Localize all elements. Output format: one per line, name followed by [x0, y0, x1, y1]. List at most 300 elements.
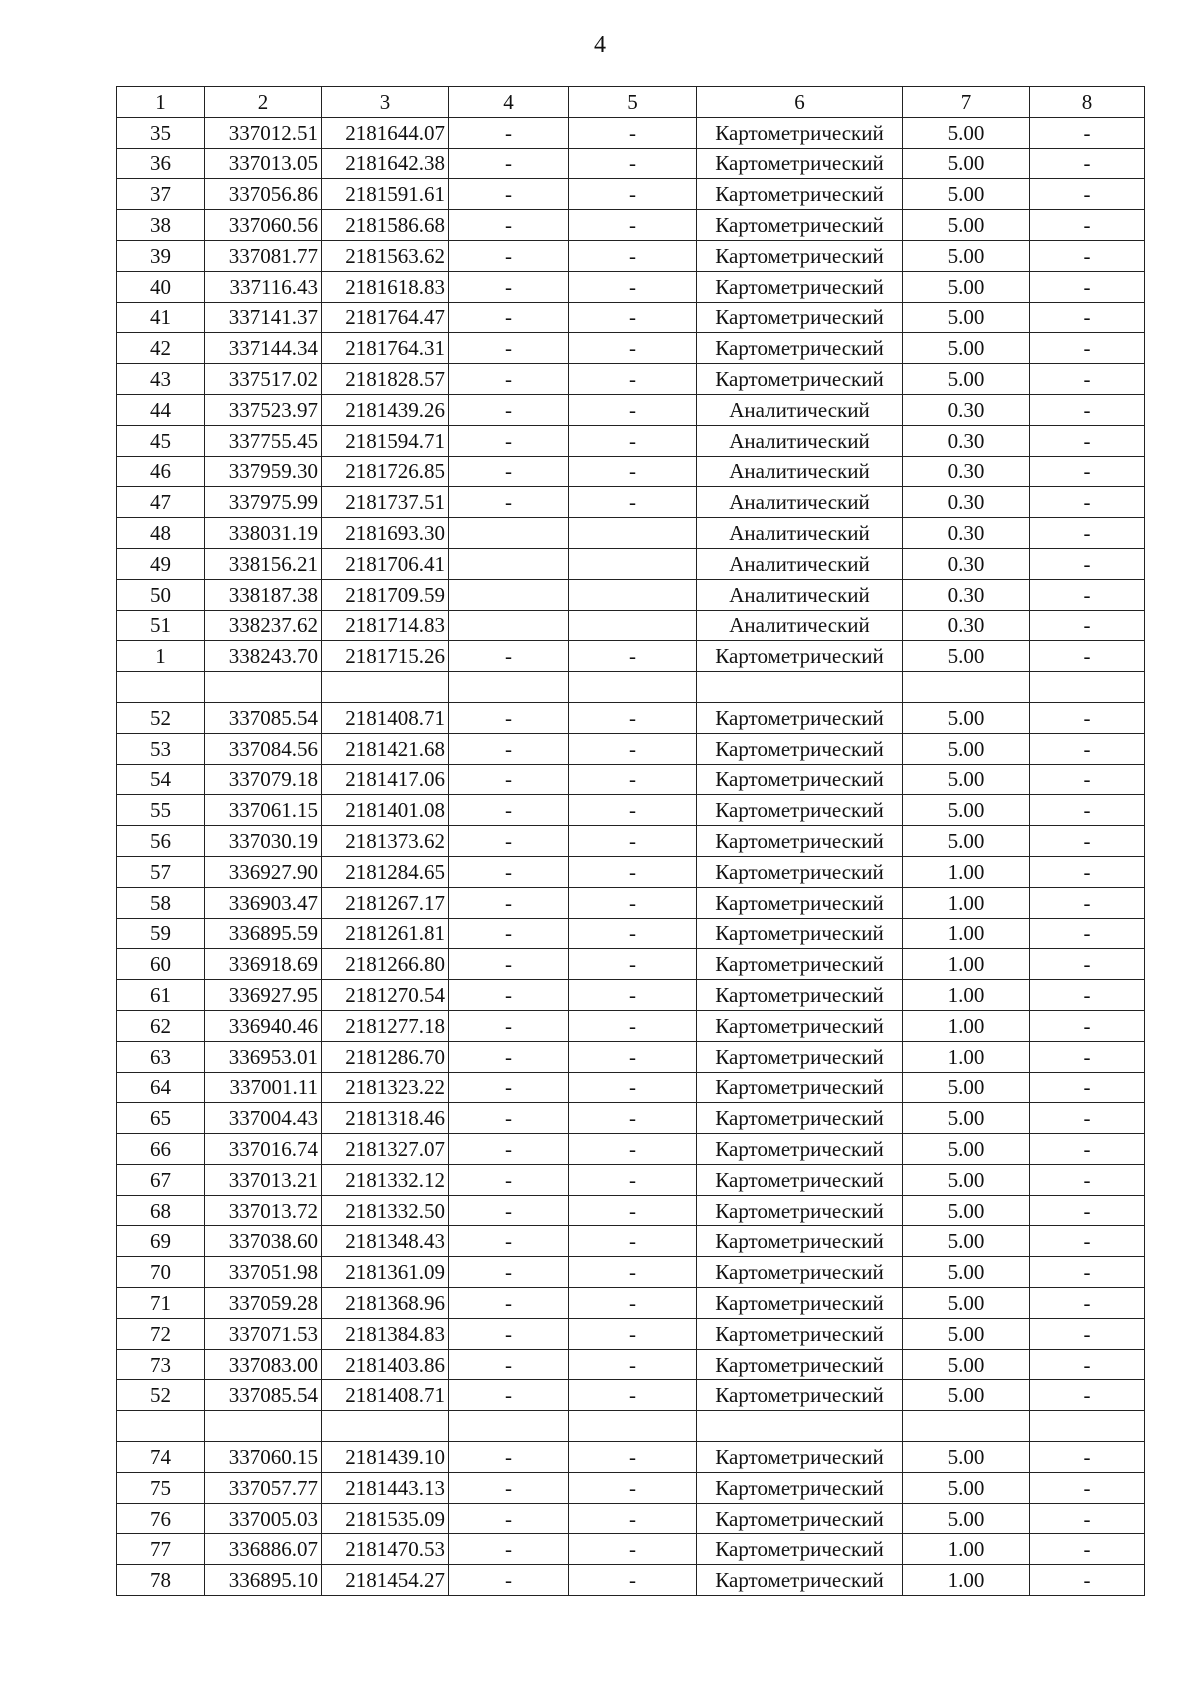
table-cell: 337144.34: [205, 333, 322, 364]
table-cell: -: [569, 1134, 697, 1165]
table-cell: -: [569, 733, 697, 764]
table-cell: 2181764.31: [322, 333, 449, 364]
table-row: [117, 733, 1145, 764]
table-cell: 59: [117, 918, 205, 949]
table-cell: -: [449, 1164, 569, 1195]
table-cell: -: [1030, 1442, 1145, 1473]
table-cell: 5.00: [903, 179, 1030, 210]
coordinates-table: [116, 86, 1145, 1596]
table-cell: -: [569, 856, 697, 887]
table-cell: 37: [117, 179, 205, 210]
table-cell: 42: [117, 333, 205, 364]
table-cell: [903, 1411, 1030, 1442]
table-cell: 5.00: [903, 117, 1030, 148]
table-cell: 38: [117, 210, 205, 241]
table-row: [117, 610, 1145, 641]
table-cell: [449, 1411, 569, 1442]
table-cell: 1.00: [903, 1534, 1030, 1565]
table-cell: 78: [117, 1565, 205, 1596]
table-cell: 0.30: [903, 518, 1030, 549]
table-cell: 337060.15: [205, 1442, 322, 1473]
table-cell: 41: [117, 302, 205, 333]
table-cell: 5.00: [903, 1195, 1030, 1226]
table-cell: 337085.54: [205, 702, 322, 733]
table-cell: 43: [117, 364, 205, 395]
table-cell: 2181277.18: [322, 1010, 449, 1041]
table-cell: Картометрический: [697, 856, 903, 887]
table-cell: -: [569, 1195, 697, 1226]
table-cell: 2181323.22: [322, 1072, 449, 1103]
table-cell: 337001.11: [205, 1072, 322, 1103]
table-cell: -: [449, 1010, 569, 1041]
table-cell: 77: [117, 1534, 205, 1565]
table-cell: 2181535.09: [322, 1503, 449, 1534]
table-cell: 2181828.57: [322, 364, 449, 395]
table-cell: 2181709.59: [322, 579, 449, 610]
table-cell: 337004.43: [205, 1103, 322, 1134]
table-cell: Картометрический: [697, 1072, 903, 1103]
table-row: [117, 949, 1145, 980]
table-cell: 61: [117, 980, 205, 1011]
table-cell: Картометрический: [697, 210, 903, 241]
table-cell: [117, 1411, 205, 1442]
table-row: [117, 1226, 1145, 1257]
table-cell: -: [449, 1072, 569, 1103]
table-cell: -: [569, 1565, 697, 1596]
table-cell: -: [569, 1349, 697, 1380]
table-cell: 338156.21: [205, 548, 322, 579]
table-cell: 46: [117, 456, 205, 487]
table-cell: 2181644.07: [322, 117, 449, 148]
table-cell: -: [449, 179, 569, 210]
table-cell: [449, 610, 569, 641]
table-cell: -: [1030, 518, 1145, 549]
table-cell: 1.00: [903, 1565, 1030, 1596]
table-cell: 337755.45: [205, 425, 322, 456]
table-cell: -: [449, 1195, 569, 1226]
table-row: [117, 641, 1145, 672]
table-cell: -: [449, 1226, 569, 1257]
table-cell: 337083.00: [205, 1349, 322, 1380]
table-cell: -: [1030, 548, 1145, 579]
table-cell: -: [449, 1442, 569, 1473]
table-cell: -: [449, 1472, 569, 1503]
table-cell: -: [569, 1503, 697, 1534]
table-cell: 50: [117, 579, 205, 610]
table-cell: -: [569, 1041, 697, 1072]
table-cell: 5.00: [903, 1164, 1030, 1195]
table-cell: 2181267.17: [322, 887, 449, 918]
table-cell: -: [569, 1472, 697, 1503]
table-cell: 2181327.07: [322, 1134, 449, 1165]
table-row: [117, 1503, 1145, 1534]
table-cell: 336953.01: [205, 1041, 322, 1072]
table-cell: 64: [117, 1072, 205, 1103]
table-cell: 5.00: [903, 364, 1030, 395]
table-row: [117, 887, 1145, 918]
table-cell: 5.00: [903, 333, 1030, 364]
table-cell: Картометрический: [697, 1288, 903, 1319]
table-cell: 0.30: [903, 579, 1030, 610]
table-cell: [205, 1411, 322, 1442]
table-row: [117, 918, 1145, 949]
table-cell: 5.00: [903, 1134, 1030, 1165]
table-cell: Картометрический: [697, 702, 903, 733]
table-cell: 74: [117, 1442, 205, 1473]
table-cell: 337060.56: [205, 210, 322, 241]
table-cell: Картометрический: [697, 1257, 903, 1288]
table-cell: 57: [117, 856, 205, 887]
table-cell: 0.30: [903, 456, 1030, 487]
table-row: [117, 672, 1145, 703]
table-row: [117, 425, 1145, 456]
table-cell: Аналитический: [697, 456, 903, 487]
column-header-2: 2: [205, 87, 322, 118]
table-cell: 35: [117, 117, 205, 148]
table-cell: -: [1030, 210, 1145, 241]
table-cell: 5.00: [903, 1226, 1030, 1257]
table-cell: Картометрический: [697, 733, 903, 764]
table-cell: 63: [117, 1041, 205, 1072]
table-cell: -: [569, 333, 697, 364]
table-cell: 68: [117, 1195, 205, 1226]
table-cell: -: [1030, 1226, 1145, 1257]
table-cell: 2181401.08: [322, 795, 449, 826]
table-cell: 2181591.61: [322, 179, 449, 210]
table-cell: 2181270.54: [322, 980, 449, 1011]
table-cell: 337959.30: [205, 456, 322, 487]
table-cell: 337056.86: [205, 179, 322, 210]
table-cell: -: [1030, 148, 1145, 179]
table-cell: -: [569, 980, 697, 1011]
table-cell: 5.00: [903, 1072, 1030, 1103]
table-cell: 56: [117, 826, 205, 857]
table-cell: -: [449, 1103, 569, 1134]
table-cell: -: [449, 764, 569, 795]
table-cell: 336886.07: [205, 1534, 322, 1565]
column-header-6: 6: [697, 87, 903, 118]
table-cell: [569, 518, 697, 549]
table-cell: [697, 672, 903, 703]
table-cell: 337975.99: [205, 487, 322, 518]
table-cell: 5.00: [903, 1257, 1030, 1288]
table-cell: 5.00: [903, 733, 1030, 764]
table-cell: -: [449, 1041, 569, 1072]
table-cell: 2181726.85: [322, 456, 449, 487]
table-row: [117, 1164, 1145, 1195]
table-cell: -: [449, 364, 569, 395]
table-cell: Аналитический: [697, 394, 903, 425]
table-cell: 337061.15: [205, 795, 322, 826]
table-cell: [322, 1411, 449, 1442]
table-cell: Аналитический: [697, 425, 903, 456]
table-row: [117, 1318, 1145, 1349]
table-cell: -: [1030, 271, 1145, 302]
table-cell: -: [1030, 702, 1145, 733]
table-cell: -: [569, 302, 697, 333]
table-cell: Картометрический: [697, 1442, 903, 1473]
table-cell: 51: [117, 610, 205, 641]
table-cell: 336903.47: [205, 887, 322, 918]
table-cell: [569, 548, 697, 579]
table-cell: 337013.05: [205, 148, 322, 179]
table-cell: 2181594.71: [322, 425, 449, 456]
table-cell: Картометрический: [697, 1041, 903, 1072]
table-cell: -: [1030, 1164, 1145, 1195]
table-cell: 52: [117, 702, 205, 733]
table-cell: -: [569, 487, 697, 518]
table-cell: 337005.03: [205, 1503, 322, 1534]
table-cell: -: [1030, 641, 1145, 672]
table-cell: 2181586.68: [322, 210, 449, 241]
table-cell: 58: [117, 887, 205, 918]
table-cell: -: [1030, 1565, 1145, 1596]
table-cell: -: [569, 1288, 697, 1319]
table-row: [117, 1010, 1145, 1041]
table-cell: 5.00: [903, 240, 1030, 271]
table-cell: 2181348.43: [322, 1226, 449, 1257]
table-cell: 337085.54: [205, 1380, 322, 1411]
table-cell: Картометрический: [697, 641, 903, 672]
table-cell: Картометрический: [697, 1134, 903, 1165]
table-cell: 2181443.13: [322, 1472, 449, 1503]
table-cell: -: [449, 887, 569, 918]
table-cell: Картометрический: [697, 364, 903, 395]
table-cell: -: [1030, 1257, 1145, 1288]
table-cell: -: [449, 980, 569, 1011]
table-cell: Картометрический: [697, 1503, 903, 1534]
table-body: [117, 117, 1145, 1595]
table-cell: 5.00: [903, 795, 1030, 826]
table-cell: 337141.37: [205, 302, 322, 333]
table-row: [117, 210, 1145, 241]
table-cell: 337013.72: [205, 1195, 322, 1226]
table-row: [117, 456, 1145, 487]
table-cell: 67: [117, 1164, 205, 1195]
table-row: [117, 795, 1145, 826]
table-cell: -: [569, 1226, 697, 1257]
table-cell: 337059.28: [205, 1288, 322, 1319]
table-cell: -: [449, 733, 569, 764]
table-cell: 1.00: [903, 856, 1030, 887]
table-cell: 2181417.06: [322, 764, 449, 795]
table-cell: 2181439.26: [322, 394, 449, 425]
table-cell: 48: [117, 518, 205, 549]
table-cell: 2181693.30: [322, 518, 449, 549]
table-cell: 1: [117, 641, 205, 672]
table-cell: -: [1030, 733, 1145, 764]
table-cell: 2181408.71: [322, 702, 449, 733]
table-cell: [569, 610, 697, 641]
table-cell: 5.00: [903, 302, 1030, 333]
table-cell: -: [1030, 117, 1145, 148]
table-cell: Картометрический: [697, 1318, 903, 1349]
table-cell: 75: [117, 1472, 205, 1503]
table-cell: [449, 579, 569, 610]
table-cell: 336895.10: [205, 1565, 322, 1596]
table-cell: -: [569, 641, 697, 672]
table-cell: -: [449, 1534, 569, 1565]
table-cell: [697, 1411, 903, 1442]
table-cell: 5.00: [903, 148, 1030, 179]
table-row: [117, 394, 1145, 425]
table-cell: -: [1030, 1072, 1145, 1103]
table-cell: [449, 518, 569, 549]
table-cell: [569, 1411, 697, 1442]
table-cell: 2181284.65: [322, 856, 449, 887]
column-header-8: 8: [1030, 87, 1145, 118]
table-cell: 337012.51: [205, 117, 322, 148]
table-cell: -: [449, 394, 569, 425]
table-cell: Картометрический: [697, 1534, 903, 1565]
table-cell: 0.30: [903, 394, 1030, 425]
table-cell: 337081.77: [205, 240, 322, 271]
table-cell: 337517.02: [205, 364, 322, 395]
table-cell: -: [449, 1503, 569, 1534]
table-cell: -: [1030, 1472, 1145, 1503]
table-row: [117, 1103, 1145, 1134]
table-cell: 337523.97: [205, 394, 322, 425]
table-cell: Картометрический: [697, 1010, 903, 1041]
table-cell: 337030.19: [205, 826, 322, 857]
table-cell: Картометрический: [697, 887, 903, 918]
table-cell: Аналитический: [697, 548, 903, 579]
table-cell: 5.00: [903, 1380, 1030, 1411]
table-row: [117, 1134, 1145, 1165]
table-cell: -: [449, 949, 569, 980]
table-cell: [117, 672, 205, 703]
table-cell: -: [569, 1010, 697, 1041]
table-cell: 54: [117, 764, 205, 795]
table-row: [117, 980, 1145, 1011]
table-cell: 44: [117, 394, 205, 425]
table-row: [117, 302, 1145, 333]
table-cell: 337057.77: [205, 1472, 322, 1503]
table-cell: Картометрический: [697, 1472, 903, 1503]
table-cell: Картометрический: [697, 302, 903, 333]
table-cell: 2181454.27: [322, 1565, 449, 1596]
table-cell: [903, 672, 1030, 703]
table-cell: 2181715.26: [322, 641, 449, 672]
table-cell: 62: [117, 1010, 205, 1041]
table-cell: -: [569, 702, 697, 733]
table-row: [117, 856, 1145, 887]
table-cell: -: [449, 1257, 569, 1288]
column-header-1: 1: [117, 87, 205, 118]
table-row: [117, 826, 1145, 857]
table-cell: 2181714.83: [322, 610, 449, 641]
table-cell: -: [449, 302, 569, 333]
table-cell: -: [1030, 1318, 1145, 1349]
table-cell: 2181470.53: [322, 1534, 449, 1565]
table-cell: -: [1030, 364, 1145, 395]
table-cell: [205, 672, 322, 703]
column-header-4: 4: [449, 87, 569, 118]
table-row: [117, 1534, 1145, 1565]
table-cell: -: [569, 456, 697, 487]
table-cell: 5.00: [903, 641, 1030, 672]
table-cell: 338031.19: [205, 518, 322, 549]
table-cell: Картометрический: [697, 980, 903, 1011]
table-cell: 5.00: [903, 210, 1030, 241]
table-cell: 2181563.62: [322, 240, 449, 271]
table-cell: -: [1030, 795, 1145, 826]
table-cell: 0.30: [903, 610, 1030, 641]
table-cell: Картометрический: [697, 240, 903, 271]
table-cell: -: [569, 949, 697, 980]
table-cell: 0.30: [903, 425, 1030, 456]
table-cell: [569, 579, 697, 610]
table-cell: [1030, 1411, 1145, 1442]
table-cell: -: [569, 1380, 697, 1411]
table-cell: 73: [117, 1349, 205, 1380]
table-cell: 5.00: [903, 1103, 1030, 1134]
table-row: [117, 1041, 1145, 1072]
table-cell: Картометрический: [697, 1195, 903, 1226]
table-cell: 1.00: [903, 887, 1030, 918]
table-cell: -: [1030, 394, 1145, 425]
table-cell: -: [569, 764, 697, 795]
table-row: [117, 1380, 1145, 1411]
table-cell: 2181384.83: [322, 1318, 449, 1349]
table-cell: 2181618.83: [322, 271, 449, 302]
table-row: [117, 1442, 1145, 1473]
table-cell: -: [449, 117, 569, 148]
table-cell: -: [1030, 1380, 1145, 1411]
table-cell: [1030, 672, 1145, 703]
table-cell: 338243.70: [205, 641, 322, 672]
table-cell: 5.00: [903, 1318, 1030, 1349]
table-cell: 2181373.62: [322, 826, 449, 857]
table-cell: 336895.59: [205, 918, 322, 949]
table-cell: 1.00: [903, 918, 1030, 949]
table-cell: -: [1030, 980, 1145, 1011]
table-cell: 2181361.09: [322, 1257, 449, 1288]
table-cell: 2181368.96: [322, 1288, 449, 1319]
table-cell: [322, 672, 449, 703]
table-cell: 2181764.47: [322, 302, 449, 333]
page-number: 4: [594, 32, 606, 58]
table-cell: Картометрический: [697, 148, 903, 179]
table-cell: -: [569, 887, 697, 918]
table-cell: -: [1030, 425, 1145, 456]
table-row: [117, 764, 1145, 795]
table-row: [117, 702, 1145, 733]
table-cell: -: [449, 1288, 569, 1319]
table-cell: 71: [117, 1288, 205, 1319]
table-cell: -: [569, 1103, 697, 1134]
table-row: [117, 333, 1145, 364]
table-cell: 69: [117, 1226, 205, 1257]
table-row: [117, 487, 1145, 518]
table-cell: Картометрический: [697, 1380, 903, 1411]
table-cell: -: [1030, 1103, 1145, 1134]
table-cell: Картометрический: [697, 826, 903, 857]
table-cell: Картометрический: [697, 1226, 903, 1257]
table-cell: [449, 672, 569, 703]
table-cell: 45: [117, 425, 205, 456]
table-cell: -: [569, 918, 697, 949]
table-cell: Картометрический: [697, 1164, 903, 1195]
table-cell: -: [1030, 179, 1145, 210]
table-cell: -: [449, 456, 569, 487]
table-cell: 70: [117, 1257, 205, 1288]
table-row: [117, 1072, 1145, 1103]
table-cell: -: [1030, 1134, 1145, 1165]
table-cell: 336940.46: [205, 1010, 322, 1041]
table-row: [117, 1257, 1145, 1288]
table-cell: -: [1030, 610, 1145, 641]
